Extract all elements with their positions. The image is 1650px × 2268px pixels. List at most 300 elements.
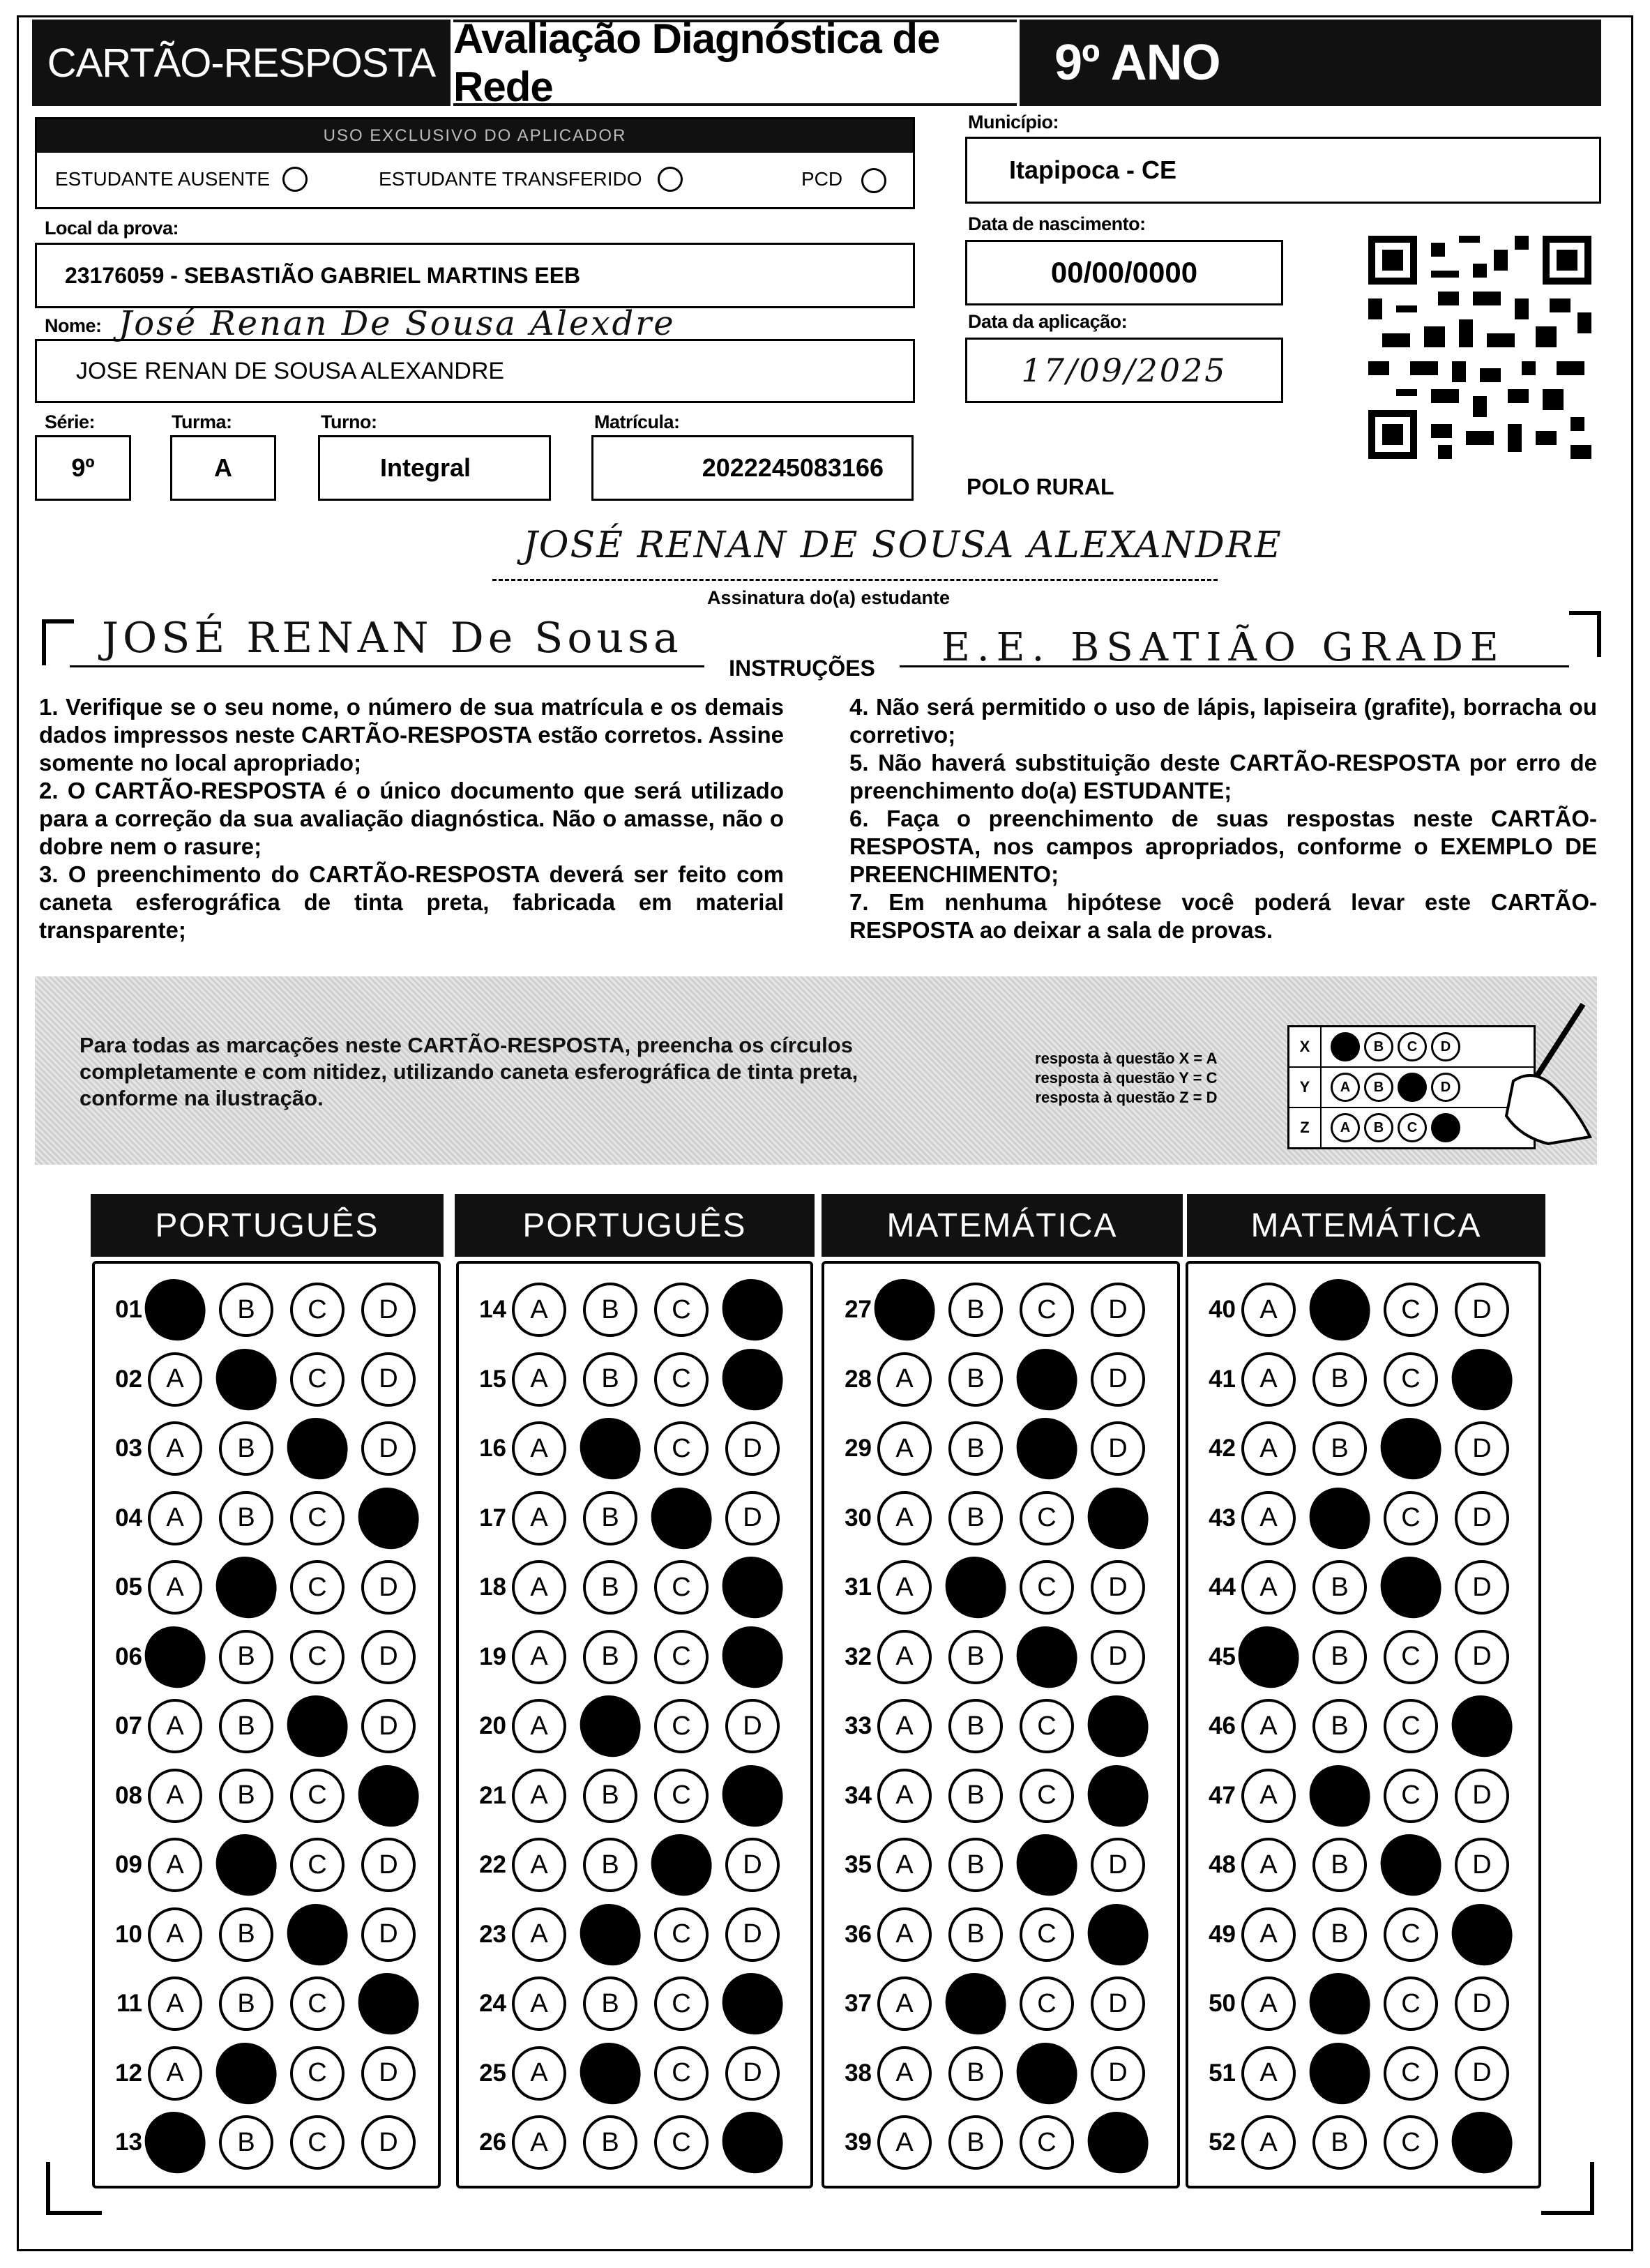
answer-bubble-41-b[interactable]: B bbox=[1312, 1352, 1367, 1407]
answer-bubble-24-b[interactable]: B bbox=[583, 1976, 637, 2031]
answer-bubble-22-c[interactable]: C bbox=[647, 1831, 716, 1900]
answer-bubble-31-c[interactable]: C bbox=[1020, 1560, 1074, 1615]
answer-bubble-34-d[interactable]: D bbox=[1084, 1761, 1153, 1830]
answer-bubble-41-c[interactable]: C bbox=[1384, 1352, 1438, 1407]
instructions-bracket-left bbox=[42, 619, 74, 665]
answer-bubble-12-c[interactable]: C bbox=[290, 2046, 345, 2101]
answer-bubble-11-c[interactable]: C bbox=[290, 1976, 345, 2031]
question-row-04 bbox=[103, 1489, 432, 1548]
answer-bubble-19-d[interactable]: D bbox=[718, 1622, 787, 1691]
answer-bubble-14-a[interactable]: A bbox=[512, 1283, 566, 1337]
instruction-1: 1. Verifique se o seu nome, o número de sua matrícula e os demais dados impressos neste CARTÃO-RESPOSTA estão corretos. Assine somente no local apropriado; bbox=[39, 694, 784, 776]
answer-bubble-38-b[interactable]: B bbox=[948, 2046, 1003, 2101]
answer-bubble-46-d[interactable]: D bbox=[1448, 1692, 1517, 1761]
card-title: CARTÃO-RESPOSTA bbox=[32, 20, 451, 106]
question-number: 03 bbox=[115, 1435, 142, 1462]
answer-bubble-34-c[interactable]: C bbox=[1020, 1769, 1074, 1823]
answer-bubble-36-a[interactable]: A bbox=[877, 1907, 932, 1962]
pcd-checkbox[interactable] bbox=[861, 168, 886, 193]
answer-bubble-18-c[interactable]: C bbox=[654, 1560, 709, 1615]
answer-bubble-19-b[interactable]: B bbox=[583, 1630, 637, 1684]
question-number: 07 bbox=[115, 1712, 142, 1739]
answer-bubble-07-c[interactable]: C bbox=[283, 1692, 352, 1761]
question-number: 49 bbox=[1209, 1920, 1236, 1948]
answer-bubble-33-b[interactable]: B bbox=[948, 1699, 1003, 1753]
answer-bubble-39-a[interactable]: A bbox=[877, 2115, 932, 2170]
answer-bubble-11-d[interactable]: D bbox=[354, 1970, 423, 2039]
question-row-21 bbox=[467, 1767, 796, 1825]
answer-bubble-48-c[interactable]: C bbox=[1377, 1831, 1446, 1900]
question-number: 38 bbox=[845, 2059, 872, 2087]
answer-bubble-02-c[interactable]: C bbox=[290, 1352, 345, 1407]
answer-bubble-31-b[interactable]: B bbox=[941, 1553, 1011, 1622]
answer-bubble-07-b[interactable]: B bbox=[219, 1699, 273, 1753]
question-row-20 bbox=[467, 1697, 796, 1755]
answer-bubble-51-c[interactable]: C bbox=[1384, 2046, 1438, 2101]
question-number: 44 bbox=[1209, 1573, 1236, 1601]
answer-bubble-05-a[interactable]: A bbox=[148, 1560, 202, 1615]
transferred-label: ESTUDANTE TRANSFERIDO bbox=[379, 168, 642, 190]
answer-bubble-25-d[interactable]: D bbox=[725, 2046, 780, 2101]
answer-bubble-03-d[interactable]: D bbox=[361, 1421, 416, 1476]
answer-bubble-27-a[interactable]: A bbox=[870, 1276, 939, 1345]
answer-bubble-47-c[interactable]: C bbox=[1384, 1769, 1438, 1823]
answer-bubble-26-b[interactable]: B bbox=[583, 2115, 637, 2170]
answer-bubble-22-a[interactable]: A bbox=[512, 1838, 566, 1892]
answer-bubble-46-a[interactable]: A bbox=[1241, 1699, 1296, 1753]
answer-bubble-10-a[interactable]: A bbox=[148, 1907, 202, 1962]
nome-field bbox=[35, 339, 915, 403]
answer-bubble-38-c[interactable]: C bbox=[1013, 2039, 1082, 2108]
answer-bubble-19-c[interactable]: C bbox=[654, 1630, 709, 1684]
question-number: 29 bbox=[845, 1435, 872, 1462]
answer-bubble-27-b[interactable]: B bbox=[948, 1283, 1003, 1337]
answer-bubble-21-d[interactable]: D bbox=[718, 1761, 787, 1830]
municipio-value: Itapipoca - CE bbox=[1009, 156, 1177, 184]
example-bubble-d: D bbox=[1431, 1073, 1460, 1102]
answer-bubble-23-b[interactable]: B bbox=[576, 1900, 645, 1969]
question-number: 22 bbox=[479, 1851, 506, 1878]
answer-bubble-02-d[interactable]: D bbox=[361, 1352, 416, 1407]
answer-bubble-33-d[interactable]: D bbox=[1084, 1692, 1153, 1761]
answer-bubble-23-a[interactable]: A bbox=[512, 1907, 566, 1962]
answer-bubble-08-a[interactable]: A bbox=[148, 1769, 202, 1823]
answer-bubble-17-c[interactable]: C bbox=[647, 1483, 716, 1552]
question-number: 45 bbox=[1209, 1642, 1236, 1670]
answer-bubble-02-b[interactable]: B bbox=[212, 1345, 281, 1414]
turma-label: Turma: bbox=[172, 411, 232, 432]
turno-field bbox=[318, 435, 551, 501]
answer-bubble-17-d[interactable]: D bbox=[725, 1491, 780, 1545]
answer-bubble-50-b[interactable]: B bbox=[1305, 1970, 1375, 2039]
answer-bubble-19-a[interactable]: A bbox=[512, 1630, 566, 1684]
answer-bubble-22-d[interactable]: D bbox=[725, 1838, 780, 1892]
question-number: 36 bbox=[845, 1920, 872, 1948]
answer-bubble-01-c[interactable]: C bbox=[290, 1283, 345, 1337]
answer-bubble-51-d[interactable]: D bbox=[1455, 2046, 1509, 2101]
question-row-40 bbox=[1197, 1280, 1526, 1339]
instructions-right bbox=[849, 693, 1597, 944]
question-row-39 bbox=[833, 2113, 1162, 2172]
answer-bubble-46-b[interactable]: B bbox=[1312, 1699, 1367, 1753]
answer-bubble-14-c[interactable]: C bbox=[654, 1283, 709, 1337]
answer-bubble-43-b[interactable]: B bbox=[1305, 1483, 1375, 1552]
answer-bubble-35-b[interactable]: B bbox=[948, 1838, 1003, 1892]
answer-bubble-36-b[interactable]: B bbox=[948, 1907, 1003, 1962]
answer-bubble-37-b[interactable]: B bbox=[941, 1970, 1011, 2039]
answer-bubble-47-d[interactable]: D bbox=[1455, 1769, 1509, 1823]
answer-bubble-21-a[interactable]: A bbox=[512, 1769, 566, 1823]
answer-bubble-16-b[interactable]: B bbox=[576, 1414, 645, 1483]
answer-bubble-36-d[interactable]: D bbox=[1084, 1900, 1153, 1969]
answer-bubble-32-d[interactable]: D bbox=[1091, 1630, 1145, 1684]
answer-bubble-45-c[interactable]: C bbox=[1384, 1630, 1438, 1684]
question-number: 51 bbox=[1209, 2059, 1236, 2087]
answer-bubble-21-c[interactable]: C bbox=[654, 1769, 709, 1823]
answer-bubble-20-b[interactable]: B bbox=[576, 1692, 645, 1761]
answer-bubble-41-a[interactable]: A bbox=[1241, 1352, 1296, 1407]
question-row-24 bbox=[467, 1974, 796, 2033]
answer-bubble-12-a[interactable]: A bbox=[148, 2046, 202, 2101]
answer-bubble-25-b[interactable]: B bbox=[576, 2039, 645, 2108]
turno-value: Integral bbox=[380, 453, 471, 482]
answer-bubble-47-a[interactable]: A bbox=[1241, 1769, 1296, 1823]
question-number: 30 bbox=[845, 1504, 872, 1532]
answer-bubble-39-b[interactable]: B bbox=[948, 2115, 1003, 2170]
nascimento-field bbox=[965, 240, 1283, 305]
answer-bubble-15-c[interactable]: C bbox=[654, 1352, 709, 1407]
question-row-51 bbox=[1197, 2044, 1526, 2103]
answer-bubble-42-d[interactable]: D bbox=[1455, 1421, 1509, 1476]
answer-bubble-14-d[interactable]: D bbox=[718, 1276, 787, 1345]
answer-bubble-33-a[interactable]: A bbox=[877, 1699, 932, 1753]
turma-field bbox=[170, 435, 276, 501]
answer-bubble-46-c[interactable]: C bbox=[1384, 1699, 1438, 1753]
answer-bubble-31-d[interactable]: D bbox=[1091, 1560, 1145, 1615]
question-row-07 bbox=[103, 1697, 432, 1755]
answer-bubble-38-d[interactable]: D bbox=[1091, 2046, 1145, 2101]
answer-bubble-25-a[interactable]: A bbox=[512, 2046, 566, 2101]
instruction-6: 6. Faça o preenchimento de suas respostas neste CARTÃO-RESPOSTA, nos campos apropriados, conforme o EXEMPLO DE PREENCHIMENTO; bbox=[849, 806, 1597, 887]
answer-bubble-04-a[interactable]: A bbox=[148, 1491, 202, 1545]
answer-bubble-06-b[interactable]: B bbox=[219, 1630, 273, 1684]
question-number: 04 bbox=[115, 1504, 142, 1532]
answer-bubble-07-d[interactable]: D bbox=[361, 1699, 416, 1753]
answer-bubble-20-d[interactable]: D bbox=[725, 1699, 780, 1753]
question-row-30 bbox=[833, 1489, 1162, 1548]
answer-bubble-16-d[interactable]: D bbox=[725, 1421, 780, 1476]
answer-bubble-52-a[interactable]: A bbox=[1241, 2115, 1296, 2170]
answer-bubble-38-a[interactable]: A bbox=[877, 2046, 932, 2101]
answer-bubble-06-d[interactable]: D bbox=[361, 1630, 416, 1684]
answer-bubble-07-a[interactable]: A bbox=[148, 1699, 202, 1753]
answer-bubble-09-b[interactable]: B bbox=[212, 1831, 281, 1900]
answer-bubble-28-c[interactable]: C bbox=[1013, 1345, 1082, 1414]
answer-bubble-24-d[interactable]: D bbox=[718, 1970, 787, 2039]
answer-bubble-05-c[interactable]: C bbox=[290, 1560, 345, 1615]
answer-bubble-40-b[interactable]: B bbox=[1305, 1276, 1375, 1345]
answer-bubble-43-c[interactable]: C bbox=[1384, 1491, 1438, 1545]
answer-bubble-20-c[interactable]: C bbox=[654, 1699, 709, 1753]
answer-bubble-39-c[interactable]: C bbox=[1020, 2115, 1074, 2170]
question-number: 24 bbox=[479, 1990, 506, 2017]
instructions-rule-left bbox=[70, 665, 704, 667]
answer-bubble-33-c[interactable]: C bbox=[1020, 1699, 1074, 1753]
answer-bubble-05-b[interactable]: B bbox=[212, 1553, 281, 1622]
answer-bubble-42-b[interactable]: B bbox=[1312, 1421, 1367, 1476]
answer-bubble-26-c[interactable]: C bbox=[654, 2115, 709, 2170]
question-number: 19 bbox=[479, 1642, 506, 1670]
answer-bubble-12-b[interactable]: B bbox=[212, 2039, 281, 2108]
answer-bubble-06-c[interactable]: C bbox=[290, 1630, 345, 1684]
answer-bubble-05-d[interactable]: D bbox=[361, 1560, 416, 1615]
example-bubble-b: B bbox=[1364, 1113, 1393, 1142]
question-number: 14 bbox=[479, 1296, 506, 1323]
answer-bubble-30-a[interactable]: A bbox=[877, 1491, 932, 1545]
question-row-49 bbox=[1197, 1905, 1526, 1964]
answer-bubble-29-c[interactable]: C bbox=[1013, 1414, 1082, 1483]
answer-bubble-50-c[interactable]: C bbox=[1384, 1976, 1438, 2031]
municipio-field bbox=[965, 137, 1601, 204]
question-row-17 bbox=[467, 1489, 796, 1548]
question-row-31 bbox=[833, 1558, 1162, 1617]
polo-label: POLO RURAL bbox=[967, 474, 1114, 499]
answer-bubble-44-d[interactable]: D bbox=[1455, 1560, 1509, 1615]
applicator-title: USO EXCLUSIVO DO APLICADOR bbox=[37, 119, 913, 153]
answer-bubble-30-c[interactable]: C bbox=[1020, 1491, 1074, 1545]
answer-bubble-49-b[interactable]: B bbox=[1312, 1907, 1367, 1962]
question-row-25 bbox=[467, 2044, 796, 2103]
hand-pen-icon bbox=[1471, 997, 1597, 1151]
answer-bubble-24-a[interactable]: A bbox=[512, 1976, 566, 2031]
answer-bubble-15-d[interactable]: D bbox=[718, 1345, 787, 1414]
answer-bubble-43-a[interactable]: A bbox=[1241, 1491, 1296, 1545]
answer-bubble-32-c[interactable]: C bbox=[1013, 1622, 1082, 1691]
question-row-45 bbox=[1197, 1628, 1526, 1686]
example-panel bbox=[35, 976, 1597, 1165]
answer-bubble-21-b[interactable]: B bbox=[583, 1769, 637, 1823]
answer-bubble-36-c[interactable]: C bbox=[1020, 1907, 1074, 1962]
question-number: 15 bbox=[479, 1365, 506, 1393]
answer-bubble-26-d[interactable]: D bbox=[718, 2108, 787, 2177]
answer-bubble-44-a[interactable]: A bbox=[1241, 1560, 1296, 1615]
answer-bubble-27-d[interactable]: D bbox=[1091, 1283, 1145, 1337]
answer-bubble-35-a[interactable]: A bbox=[877, 1838, 932, 1892]
instruction-3: 3. O preenchimento do CARTÃO-RESPOSTA deverá ser feito com caneta esferográfica de tinta preta, fabricada em material transparente; bbox=[39, 861, 784, 943]
question-row-10 bbox=[103, 1905, 432, 1964]
answer-bubble-34-b[interactable]: B bbox=[948, 1769, 1003, 1823]
answer-bubble-39-d[interactable]: D bbox=[1084, 2108, 1153, 2177]
answer-bubble-13-a[interactable]: A bbox=[141, 2108, 210, 2177]
answer-bubble-45-b[interactable]: B bbox=[1312, 1630, 1367, 1684]
question-number: 31 bbox=[845, 1573, 872, 1601]
answer-bubble-48-a[interactable]: A bbox=[1241, 1838, 1296, 1892]
answer-bubble-28-d[interactable]: D bbox=[1091, 1352, 1145, 1407]
answer-bubble-16-c[interactable]: C bbox=[654, 1421, 709, 1476]
absent-checkbox[interactable] bbox=[282, 167, 308, 192]
question-row-06 bbox=[103, 1628, 432, 1686]
answer-bubble-13-c[interactable]: C bbox=[290, 2115, 345, 2170]
answer-bubble-40-c[interactable]: C bbox=[1384, 1283, 1438, 1337]
answer-bubble-11-b[interactable]: B bbox=[219, 1976, 273, 2031]
answer-bubble-04-b[interactable]: B bbox=[219, 1491, 273, 1545]
answer-bubble-52-c[interactable]: C bbox=[1384, 2115, 1438, 2170]
aplicacao-field bbox=[965, 338, 1283, 403]
answer-bubble-44-b[interactable]: B bbox=[1312, 1560, 1367, 1615]
question-row-28 bbox=[833, 1350, 1162, 1409]
question-number: 43 bbox=[1209, 1504, 1236, 1532]
answer-bubble-04-c[interactable]: C bbox=[290, 1491, 345, 1545]
answer-bubble-29-b[interactable]: B bbox=[948, 1421, 1003, 1476]
question-number: 08 bbox=[115, 1781, 142, 1809]
answer-bubble-48-b[interactable]: B bbox=[1312, 1838, 1367, 1892]
answer-bubble-23-d[interactable]: D bbox=[725, 1907, 780, 1962]
answer-bubble-51-a[interactable]: A bbox=[1241, 2046, 1296, 2101]
answer-bubble-09-c[interactable]: C bbox=[290, 1838, 345, 1892]
answer-bubble-10-d[interactable]: D bbox=[361, 1907, 416, 1962]
answer-bubble-26-a[interactable]: A bbox=[512, 2115, 566, 2170]
answer-bubble-16-a[interactable]: A bbox=[512, 1421, 566, 1476]
question-number: 42 bbox=[1209, 1435, 1236, 1462]
answer-bubble-35-c[interactable]: C bbox=[1013, 1831, 1082, 1900]
question-number: 16 bbox=[479, 1435, 506, 1462]
question-row-37 bbox=[833, 1974, 1162, 2033]
answer-bubble-04-d[interactable]: D bbox=[354, 1483, 423, 1552]
answer-bubble-32-b[interactable]: B bbox=[948, 1630, 1003, 1684]
answer-bubble-15-a[interactable]: A bbox=[512, 1352, 566, 1407]
answer-bubble-10-c[interactable]: C bbox=[283, 1900, 352, 1969]
answer-bubble-35-d[interactable]: D bbox=[1091, 1838, 1145, 1892]
question-number: 48 bbox=[1209, 1851, 1236, 1878]
answer-bubble-03-b[interactable]: B bbox=[219, 1421, 273, 1476]
answer-bubble-42-c[interactable]: C bbox=[1377, 1414, 1446, 1483]
answer-bubble-34-a[interactable]: A bbox=[877, 1769, 932, 1823]
answer-bubble-14-b[interactable]: B bbox=[583, 1283, 637, 1337]
example-legend bbox=[1035, 1049, 1217, 1107]
answer-bubble-20-a[interactable]: A bbox=[512, 1699, 566, 1753]
answer-bubble-01-a[interactable]: A bbox=[141, 1276, 210, 1345]
question-row-23 bbox=[467, 1905, 796, 1964]
question-row-43 bbox=[1197, 1489, 1526, 1548]
applicator-box bbox=[35, 117, 915, 209]
question-row-01 bbox=[103, 1280, 432, 1339]
answer-bubble-17-b[interactable]: B bbox=[583, 1491, 637, 1545]
legend-z: resposta à questão Z = D bbox=[1035, 1089, 1218, 1106]
legend-x: resposta à questão X = A bbox=[1035, 1050, 1218, 1067]
answer-bubble-11-a[interactable]: A bbox=[148, 1976, 202, 2031]
answer-bubble-09-a[interactable]: A bbox=[148, 1838, 202, 1892]
answer-bubble-37-d[interactable]: D bbox=[1091, 1976, 1145, 2031]
answer-bubble-50-a[interactable]: A bbox=[1241, 1976, 1296, 2031]
answer-bubble-37-a[interactable]: A bbox=[877, 1976, 932, 2031]
question-row-47 bbox=[1197, 1767, 1526, 1825]
answer-bubble-08-c[interactable]: C bbox=[290, 1769, 345, 1823]
answer-bubble-08-b[interactable]: B bbox=[219, 1769, 273, 1823]
answer-bubble-08-d[interactable]: D bbox=[354, 1761, 423, 1830]
answer-bubble-29-d[interactable]: D bbox=[1091, 1421, 1145, 1476]
answer-bubble-40-a[interactable]: A bbox=[1241, 1283, 1296, 1337]
signature-label: Assinatura do(a) estudante bbox=[707, 587, 951, 608]
answer-bubble-44-c[interactable]: C bbox=[1377, 1553, 1446, 1622]
question-number: 52 bbox=[1209, 2129, 1236, 2156]
answer-bubble-41-d[interactable]: D bbox=[1448, 1345, 1517, 1414]
serie-value: 9º bbox=[71, 453, 95, 482]
answer-bubble-09-d[interactable]: D bbox=[361, 1838, 416, 1892]
answer-bubble-24-c[interactable]: C bbox=[654, 1976, 709, 2031]
answer-bubble-47-b[interactable]: B bbox=[1305, 1761, 1375, 1830]
answer-bubble-43-d[interactable]: D bbox=[1455, 1491, 1509, 1545]
answer-bubble-15-b[interactable]: B bbox=[583, 1352, 637, 1407]
answer-bubble-32-a[interactable]: A bbox=[877, 1630, 932, 1684]
answer-bubble-28-a[interactable]: A bbox=[877, 1352, 932, 1407]
answer-bubble-52-d[interactable]: D bbox=[1448, 2108, 1517, 2177]
answer-bubble-45-a[interactable]: A bbox=[1234, 1622, 1303, 1691]
example-bubble-c: C bbox=[1398, 1113, 1427, 1142]
answer-bubble-51-b[interactable]: B bbox=[1305, 2039, 1375, 2108]
answer-bubble-02-a[interactable]: A bbox=[148, 1352, 202, 1407]
serie-label: Série: bbox=[45, 411, 96, 432]
answer-bubble-48-d[interactable]: D bbox=[1455, 1838, 1509, 1892]
answer-bubble-01-b[interactable]: B bbox=[219, 1283, 273, 1337]
answer-bubble-01-d[interactable]: D bbox=[361, 1283, 416, 1337]
answer-bubble-49-a[interactable]: A bbox=[1241, 1907, 1296, 1962]
answer-bubble-17-a[interactable]: A bbox=[512, 1491, 566, 1545]
answer-bubble-13-b[interactable]: B bbox=[219, 2115, 273, 2170]
example-row-label: Z bbox=[1289, 1108, 1322, 1147]
answer-bubble-45-d[interactable]: D bbox=[1455, 1630, 1509, 1684]
answer-bubble-49-c[interactable]: C bbox=[1384, 1907, 1438, 1962]
example-bubble-a: A bbox=[1331, 1032, 1360, 1061]
answer-bubble-37-c[interactable]: C bbox=[1020, 1976, 1074, 2031]
local-label: Local da prova: bbox=[45, 218, 179, 239]
answer-bubble-27-c[interactable]: C bbox=[1020, 1283, 1074, 1337]
transferred-checkbox[interactable] bbox=[658, 167, 683, 192]
question-row-16 bbox=[467, 1419, 796, 1478]
answer-bubble-40-d[interactable]: D bbox=[1455, 1283, 1509, 1337]
grade-title: 9º ANO bbox=[1020, 20, 1601, 106]
question-number: 01 bbox=[115, 1296, 142, 1323]
answer-bubble-30-d[interactable]: D bbox=[1084, 1483, 1153, 1552]
question-number: 10 bbox=[115, 1920, 142, 1948]
question-number: 37 bbox=[845, 1990, 872, 2017]
question-row-22 bbox=[467, 1836, 796, 1894]
example-bubble-d: D bbox=[1431, 1113, 1460, 1142]
answer-bubble-18-a[interactable]: A bbox=[512, 1560, 566, 1615]
answer-bubble-29-a[interactable]: A bbox=[877, 1421, 932, 1476]
answer-bubble-22-b[interactable]: B bbox=[583, 1838, 637, 1892]
answer-bubble-31-a[interactable]: A bbox=[877, 1560, 932, 1615]
answer-bubble-10-b[interactable]: B bbox=[219, 1907, 273, 1962]
answer-bubble-06-a[interactable]: A bbox=[141, 1622, 210, 1691]
answer-bubble-18-b[interactable]: B bbox=[583, 1560, 637, 1615]
answer-bubble-50-d[interactable]: D bbox=[1455, 1976, 1509, 2031]
answer-bubble-03-a[interactable]: A bbox=[148, 1421, 202, 1476]
answer-bubble-03-c[interactable]: C bbox=[283, 1414, 352, 1483]
answer-bubble-30-b[interactable]: B bbox=[948, 1491, 1003, 1545]
answer-bubble-52-b[interactable]: B bbox=[1312, 2115, 1367, 2170]
question-number: 33 bbox=[845, 1712, 872, 1739]
answer-bubble-49-d[interactable]: D bbox=[1448, 1900, 1517, 1969]
matricula-field bbox=[591, 435, 914, 501]
question-row-36 bbox=[833, 1905, 1162, 1964]
answer-bubble-13-d[interactable]: D bbox=[361, 2115, 416, 2170]
answer-bubble-28-b[interactable]: B bbox=[948, 1352, 1003, 1407]
answer-bubble-42-a[interactable]: A bbox=[1241, 1421, 1296, 1476]
answer-bubble-23-c[interactable]: C bbox=[654, 1907, 709, 1962]
answer-bubble-25-c[interactable]: C bbox=[654, 2046, 709, 2101]
answer-bubble-18-d[interactable]: D bbox=[718, 1553, 787, 1622]
answer-bubble-12-d[interactable]: D bbox=[361, 2046, 416, 2101]
